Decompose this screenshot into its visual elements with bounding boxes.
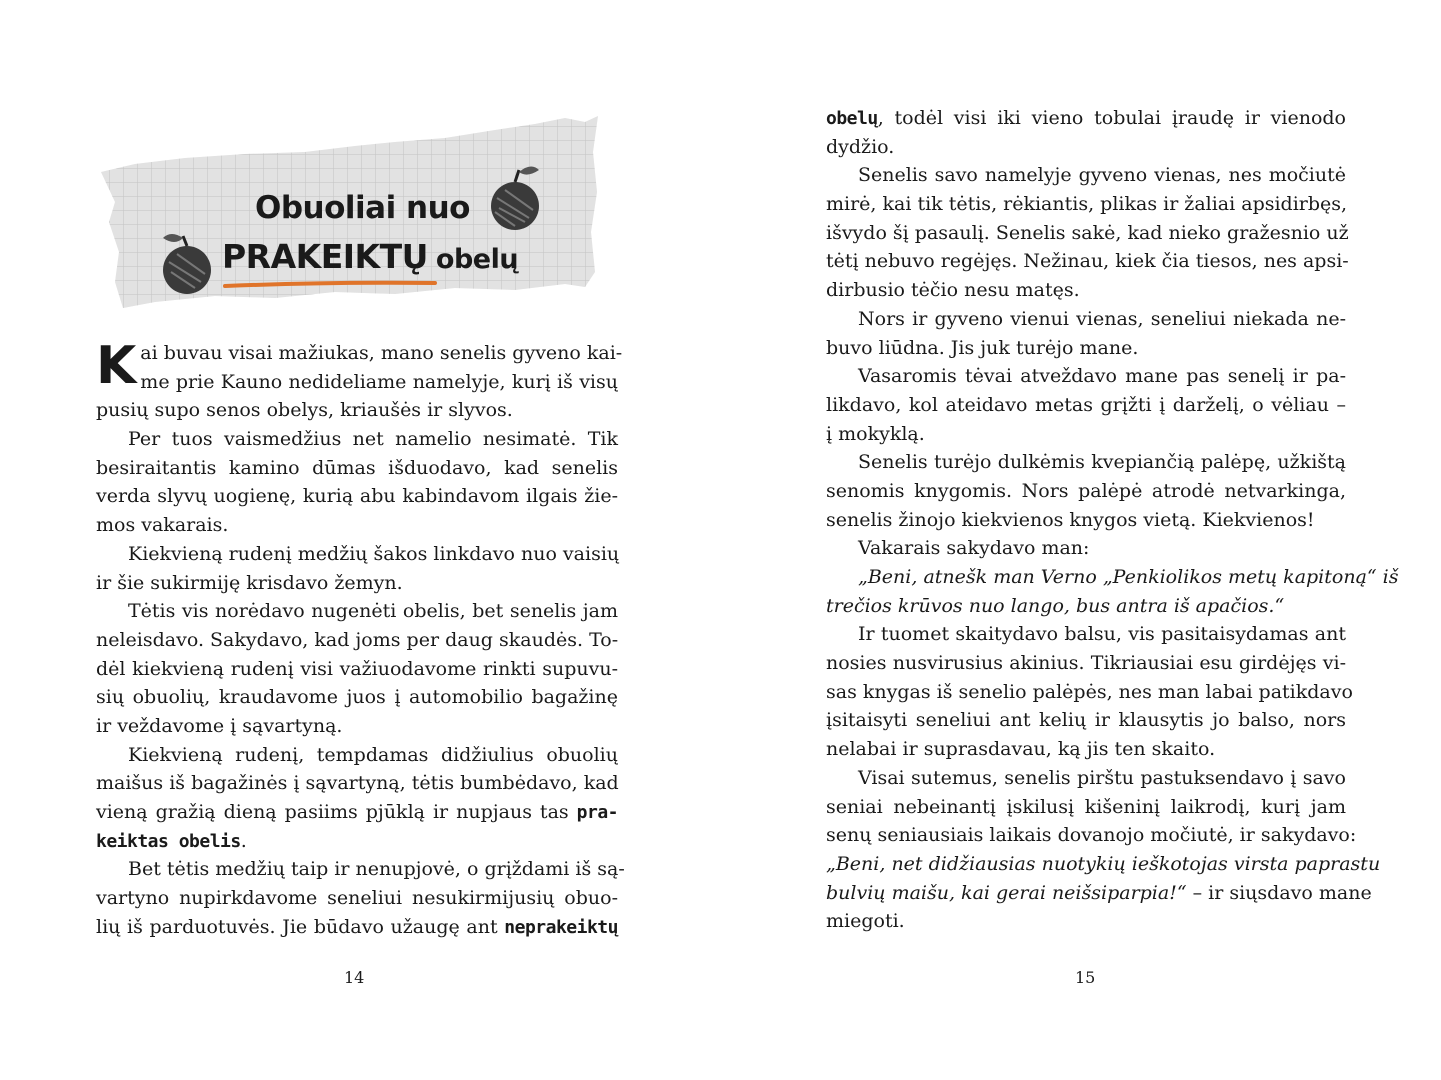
text-line: Ir tuomet skaitydavo balsu, vis pasitaisydamas ant [858, 623, 1346, 646]
text-line: ir šie sukirmiję krisdavo žemyn. [96, 571, 403, 594]
text-line: mirė, kai tik tėtis, rėkiantis, plikas ir žaliai apsidirbęs, [826, 193, 1348, 216]
text-line [96, 827, 618, 856]
marker-word: pra- [576, 802, 619, 823]
text-line [826, 104, 1346, 133]
text-line: mos vakarais. [96, 514, 229, 537]
text-line [826, 879, 1372, 908]
text-line: Nors ir gyveno vienui vienas, seneliui niekada ne- [858, 307, 1346, 330]
text-line: „Beni, atnešk man Verno „Penkiolikos metų kapitoną“ iš [858, 566, 1399, 588]
text-line: ai buvau visai mažiukas, mano senelis gyveno kai- [140, 342, 623, 364]
text-line: besiraitantis kamino dūmas išduodavo, kad senelis [96, 456, 618, 479]
text-line: dėl kiekvieną rudenį visi važiuodavome rinkti supuvu- [96, 657, 618, 680]
text-line: Vakarais sakydavo man: [858, 537, 1090, 560]
text-line: buvo liūdna. Jis juk turėjo mane. [826, 336, 1139, 359]
left-body-text [96, 336, 625, 941]
text-line: dydžio. [826, 135, 895, 158]
text-line: nelabai ir suprasdavau, ką jis ten skaito. [826, 738, 1216, 761]
text-line: tėtį nebuvo regėjęs. Nežinau, kiek čia tiesos, nes apsi- [826, 250, 1349, 273]
text-line: į mokyklą. [826, 422, 925, 445]
drop-cap: K [96, 336, 137, 396]
text-segment: lių iš parduotuvės. Jie būdavo užaugę ant [96, 915, 498, 938]
chapter-title-banner [95, 112, 600, 312]
chapter-title-line2 [222, 237, 518, 276]
right-body-text [826, 104, 1399, 936]
text-line: trečios krūvos nuo lango, bus antra iš apačios.“ [826, 594, 1285, 617]
text-line: pusių supo senos obelys, kriaušės ir slyvos. [96, 399, 513, 422]
page-number-right: 15 [1075, 968, 1096, 987]
page-number-left: 14 [344, 968, 365, 987]
marker-word: neprakeiktų [504, 916, 618, 938]
text-line: Senelis savo namelyje gyveno vienas, nes močiutė [858, 164, 1346, 187]
text-segment: bulvių maišu, kai gerai neišsiparpia!“ [826, 881, 1187, 904]
text-line: Senelis turėjo dulkėmis kvepiančią palėpę, užkištą [858, 451, 1346, 474]
text-line: sių obuolių, kraudavome juos į automobilio bagažinę [96, 686, 618, 709]
text-line: vartyno nupirkdavome seneliui nesukirmijusių obuo- [96, 887, 618, 910]
text-line: Kiekvieną rudenį, tempdamas didžiulius obuolių [128, 743, 618, 766]
text-line: Vasaromis tėvai atveždavo mane pas senelį ir pa- [858, 365, 1346, 388]
text-line: likdavo, kol ateidavo metas grįžti į darželį, o vėliau – [826, 393, 1346, 416]
marker-word: obelų [826, 108, 878, 129]
text-segment: – ir siųsdavo mane [1186, 881, 1372, 904]
text-line: išvydo šį pasaulį. Senelis sakė, kad nieko gražesnio už [826, 221, 1349, 244]
text-line: nosies nusvirusius akinius. Tikriausiai esu girdėjęs vi- [826, 652, 1346, 675]
text-line: Bet tėtis medžių taip ir nenupjovė, o grįždami iš są- [128, 858, 625, 881]
text-line: Tėtis vis norėdavo nugenėti obelis, bet senelis jam [128, 600, 618, 623]
text-line: neleisdavo. Sakydavo, kad joms per daug skaudės. To- [96, 628, 619, 651]
text-segment: , todėl visi iki vieno tobulai įraudę ir vienodo [877, 107, 1346, 129]
text-line: įsitaisyti seneliui ant kelių ir klausytis jo balso, nors [826, 709, 1346, 732]
text-line: senų seniausiais laikais dovanojo močiutė, ir sakydavo: [826, 824, 1357, 847]
text-line: sas knygas iš senelio palėpės, nes man labai patikdavo [826, 680, 1353, 703]
chapter-title-emphasis: PRAKEIKTŲ [222, 237, 428, 276]
text-line: verda slyvų uogienę, kurią abu kabindavom ilgais žie- [96, 485, 618, 508]
text-segment: . [240, 829, 247, 852]
text-segment: vieną gražią dieną pasiims pjūklą ir nupjaus tas [96, 801, 569, 823]
text-line: senelis žinojo kiekvienos knygos vietą. Kiekvienos! [826, 508, 1315, 531]
text-line: maišus iš bagažinės į sąvartyną, tėtis bumbėdavo, kad [96, 772, 619, 795]
text-line: Per tuos vaismedžius net namelio nesimatė. Tik [128, 428, 618, 451]
text-line: me prie Kauno nedideliame namelyje, kurį iš visų [140, 370, 618, 393]
text-line [96, 913, 618, 942]
text-line: miegoti. [826, 910, 905, 933]
text-line: seniai nebeinantį įskilusį kišeninį laikrodį, kurį jam [826, 795, 1346, 818]
chapter-title-end: obelų [435, 244, 519, 275]
left-page [0, 0, 720, 1080]
text-line: Kiekvieną rudenį medžių šakos linkdavo nuo vaisių [128, 542, 620, 565]
text-line: „Beni, net didžiausias nuotykių ieškotojas virsta paprastu [826, 852, 1381, 875]
text-line: senomis knygomis. Nors palėpė atrodė netvarkinga, [826, 479, 1346, 502]
text-line [96, 798, 618, 827]
marker-word: keiktas obelis [96, 830, 241, 852]
chapter-title-line1: Obuoliai nuo [255, 190, 470, 226]
text-line: Visai sutemus, senelis pirštu pastuksendavo į savo [858, 766, 1346, 789]
text-line: ir veždavome į sąvartyną. [96, 714, 343, 737]
text-line: dirbusio tėčio nesu matęs. [826, 279, 1080, 302]
